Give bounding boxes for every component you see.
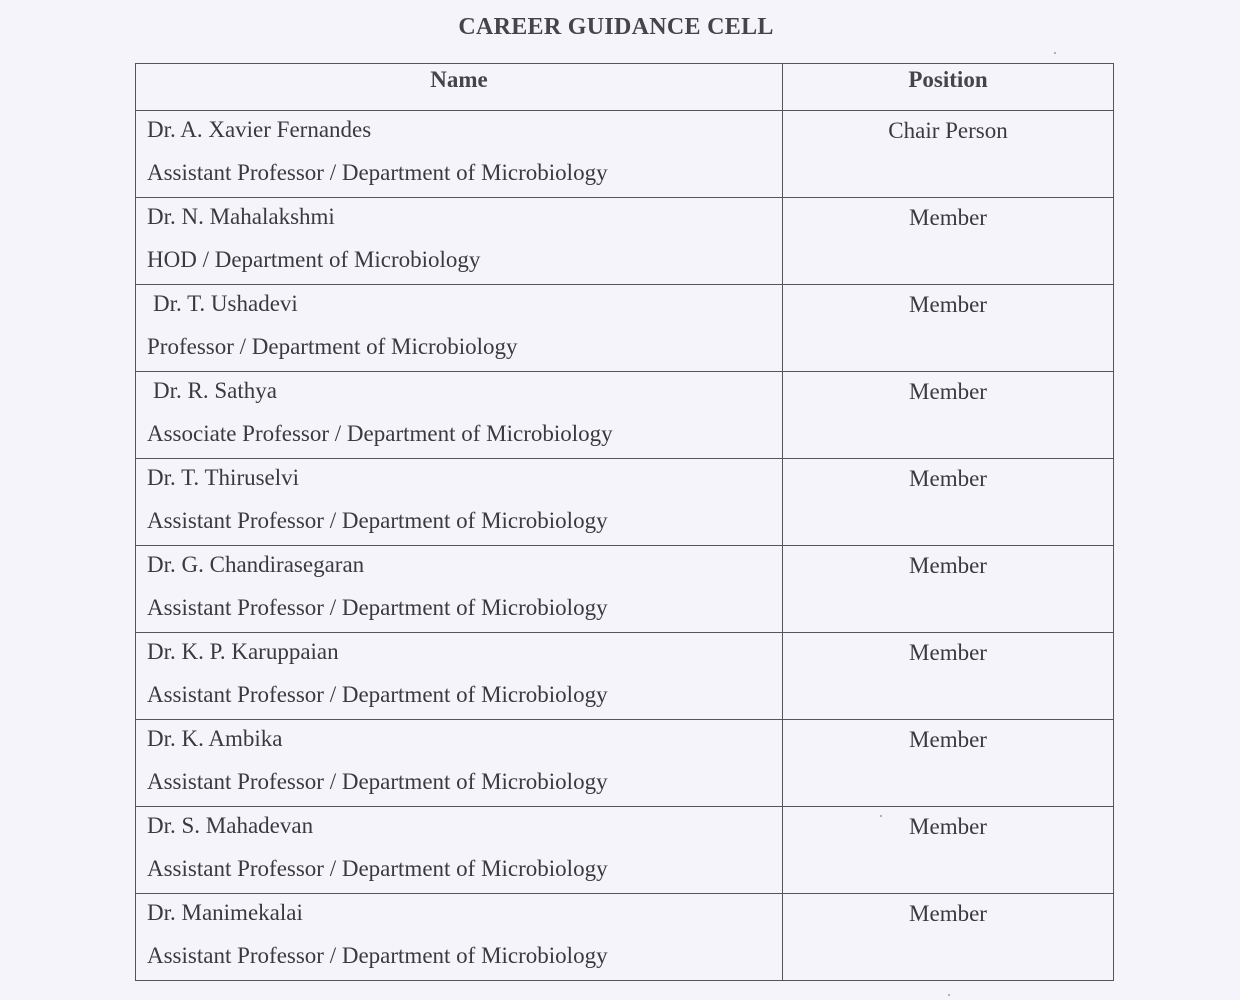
- member-designation: Assistant Professor / Department of Microbiology: [147, 769, 608, 794]
- name-cell: [136, 546, 783, 633]
- table-row: [136, 633, 1114, 720]
- position-cell: [783, 285, 1114, 372]
- member-designation: Assistant Professor / Department of Microbiology: [147, 682, 608, 707]
- member-name: Dr. K. Ambika: [147, 726, 283, 751]
- member-position: Member: [909, 814, 987, 839]
- table-row: [136, 546, 1114, 633]
- name-cell: [136, 372, 783, 459]
- position-column-header: Position: [783, 64, 1114, 111]
- position-cell: [783, 720, 1114, 807]
- member-designation: Assistant Professor / Department of Microbiology: [147, 595, 608, 620]
- position-cell: [783, 894, 1114, 981]
- position-cell: [783, 633, 1114, 720]
- table-row: [136, 372, 1114, 459]
- scan-speck: [1054, 52, 1056, 54]
- position-cell: [783, 111, 1114, 198]
- position-cell: [783, 807, 1114, 894]
- member-name: Dr. R. Sathya: [153, 378, 277, 403]
- scan-speck: [948, 994, 950, 996]
- name-cell: [136, 807, 783, 894]
- member-name: Dr. N. Mahalakshmi: [147, 204, 335, 229]
- name-cell: [136, 111, 783, 198]
- table-row: [136, 807, 1114, 894]
- member-name: Dr. Manimekalai: [147, 900, 303, 925]
- table-row: [136, 720, 1114, 807]
- member-name: Dr. S. Mahadevan: [147, 813, 314, 838]
- name-cell: [136, 894, 783, 981]
- table-header-row: [136, 64, 1114, 111]
- member-name: Dr. T. Ushadevi: [153, 291, 298, 316]
- member-designation: Assistant Professor / Department of Microbiology: [147, 856, 608, 881]
- member-position: Member: [909, 292, 987, 317]
- scan-speck: [880, 815, 882, 817]
- table-row: [136, 459, 1114, 546]
- name-cell: [136, 285, 783, 372]
- member-position: Member: [909, 205, 987, 230]
- member-designation: Assistant Professor / Department of Microbiology: [147, 160, 608, 185]
- page-title: CAREER GUIDANCE CELL: [458, 14, 774, 40]
- member-designation: Assistant Professor / Department of Microbiology: [147, 943, 608, 968]
- member-position: Member: [909, 466, 987, 491]
- member-designation: Assistant Professor / Department of Microbiology: [147, 508, 608, 533]
- position-cell: [783, 372, 1114, 459]
- member-designation: Associate Professor / Department of Microbiology: [147, 421, 613, 446]
- committee-table: [135, 63, 1114, 981]
- table-row: [136, 198, 1114, 285]
- member-position: Member: [909, 379, 987, 404]
- position-cell: [783, 198, 1114, 285]
- name-cell: [136, 720, 783, 807]
- member-position: Member: [909, 901, 987, 926]
- table-row: [136, 894, 1114, 981]
- name-column-header: Name: [136, 64, 783, 111]
- name-cell: [136, 198, 783, 285]
- member-name: Dr. G. Chandirasegaran: [147, 552, 365, 577]
- member-designation: Professor / Department of Microbiology: [147, 334, 518, 359]
- position-cell: [783, 546, 1114, 633]
- member-position: Member: [909, 640, 987, 665]
- member-name: Dr. K. P. Karuppaian: [147, 639, 339, 664]
- member-position: Member: [909, 727, 987, 752]
- position-cell: [783, 459, 1114, 546]
- member-name: Dr. A. Xavier Fernandes: [147, 117, 372, 142]
- member-position: Chair Person: [888, 118, 1008, 143]
- member-position: Member: [909, 553, 987, 578]
- table-row: [136, 285, 1114, 372]
- name-cell: [136, 459, 783, 546]
- member-designation: HOD / Department of Microbiology: [147, 247, 481, 272]
- name-cell: [136, 633, 783, 720]
- table-row: [136, 111, 1114, 198]
- member-name: Dr. T. Thiruselvi: [147, 465, 300, 490]
